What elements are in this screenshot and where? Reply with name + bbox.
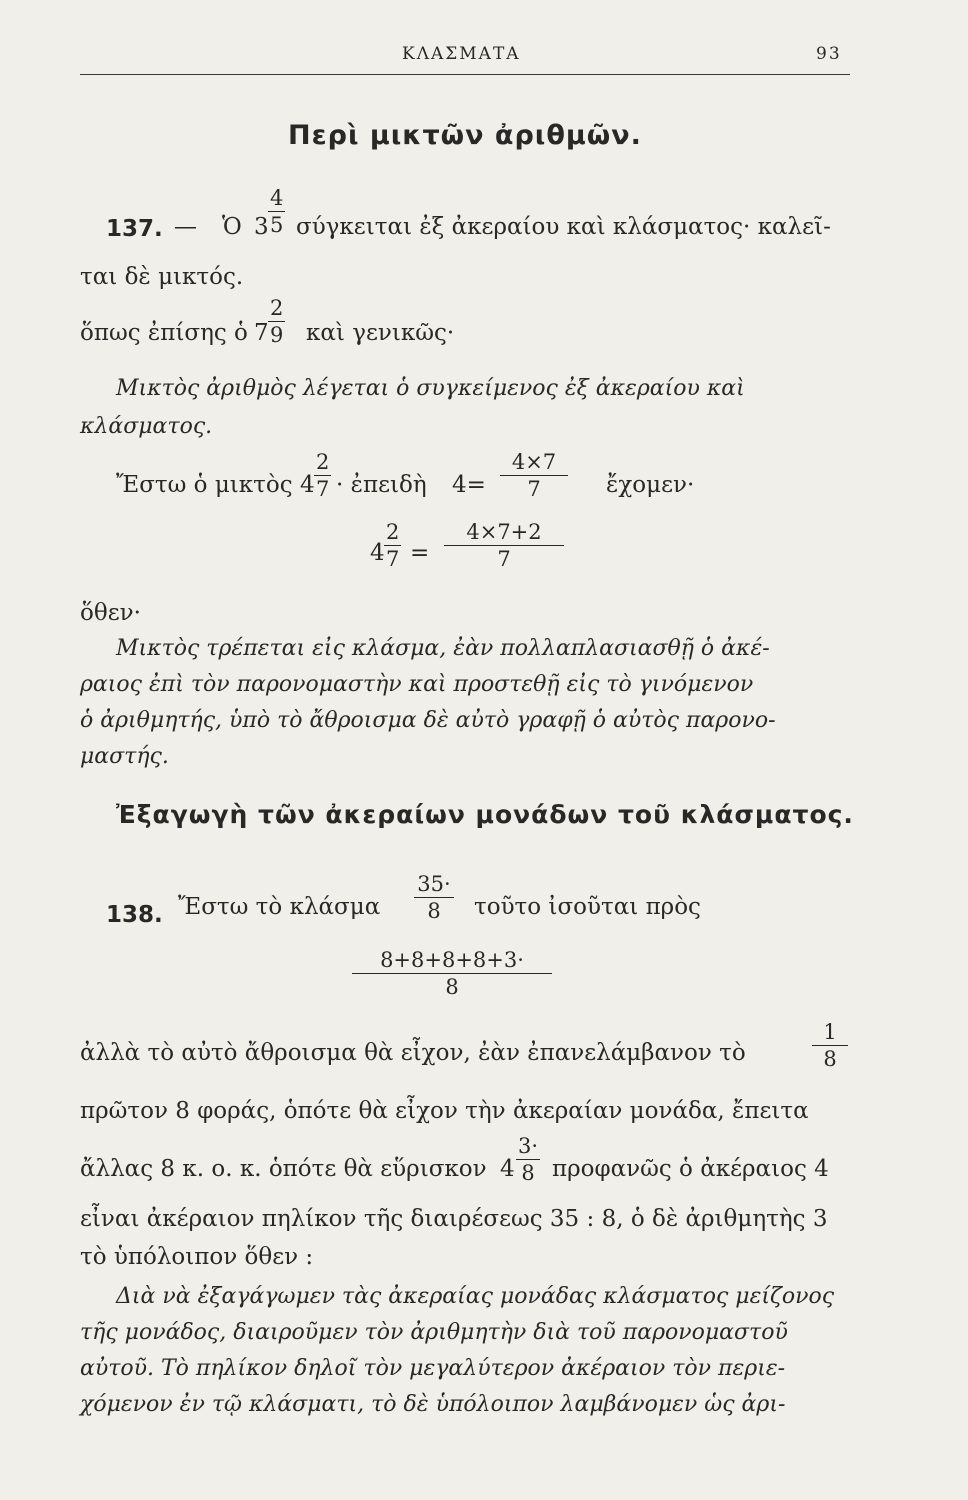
definition-line1: Μικτὸς ἀριθμὸς λέγεται ὁ συγκείμενος ἐξ ἀκεραίου καὶ	[116, 376, 745, 401]
fraction-numerator: 35·	[414, 874, 454, 898]
rule1-line2: ραιος ἐπὶ τὸν παρονομαστὴν καὶ προστεθῇ εἰς τὸ γινόμενον	[80, 672, 754, 697]
mixed-whole-3: 3	[254, 214, 269, 240]
fraction-4-5	[268, 188, 285, 236]
fraction-denominator: 5	[270, 213, 284, 237]
mixed-whole-7: 7	[254, 320, 269, 346]
rule1-line3: ὁ ἀριθμητής, ὑπὸ τὸ ἄθροισμα δὲ αὐτὸ γραφῇ ὁ αὐτὸς παρονο-	[80, 708, 776, 733]
fraction-numerator: 2	[386, 520, 400, 544]
fraction-35-8	[414, 874, 454, 922]
fraction-numerator: 8+8+8+8+3·	[352, 950, 552, 974]
fraction-denominator: 8	[521, 1161, 535, 1185]
definition-line2: κλάσματος.	[80, 414, 213, 439]
fraction-2-9	[268, 298, 285, 346]
paragraph-number-138: 138.	[106, 902, 163, 928]
running-head-title: ΚΛΑΣΜΑΤΑ	[402, 44, 521, 64]
paragraph-number-137: 137.	[106, 216, 163, 242]
fraction-denominator: 8	[427, 899, 441, 923]
generally-text: καὶ γενικῶς·	[306, 320, 455, 346]
since-text: · ἐπειδὴ	[336, 472, 427, 498]
rule2-line1: Διὰ νὰ ἐξαγάγωμεν τὰς ἀκεραίας μονάδας κλάσματος μείζονος	[116, 1284, 835, 1309]
equation-lhs: 4=	[452, 472, 486, 498]
p138-text-post: τοῦτο ἰσοῦται πρὸς	[474, 894, 701, 920]
p138-line3-pre: ἄλλας 8 κ. ο. κ. ὁπότε θὰ εὕρισκον	[80, 1156, 487, 1182]
fraction-denominator: 7	[386, 547, 400, 571]
fraction-numerator: 4	[270, 186, 284, 210]
eq2-whole: 4	[370, 540, 385, 566]
p137-text-line1: σύγκειται ἐξ ἀκεραίου καὶ κλάσματος· καλεῖ-	[296, 214, 831, 240]
p138-text-pre: Ἔστω τὸ κλάσμα	[178, 894, 381, 920]
fraction-2-7	[314, 452, 331, 500]
fraction-denominator: 8	[823, 1047, 837, 1071]
eq2-fraction-rhs	[444, 522, 564, 570]
eq2-equals: =	[410, 540, 430, 566]
fraction-denominator: 7	[316, 477, 330, 501]
section-heading-extraction: Ἐξαγωγὴ τῶν ἀκεραίων μονάδων τοῦ κλάσματος.	[116, 800, 854, 829]
p138-line5: τὸ ὑπόλοιπον ὅθεν :	[80, 1244, 314, 1270]
p138-line4: εἶναι ἀκέραιον πηλίκον τῆς διαιρέσεως 35 : 8, ὁ δὲ ἀριθμητὴς 3	[80, 1206, 828, 1232]
p138-line2: πρῶτον 8 φοράς, ὁπότε θὰ εἶχον τὴν ἀκεραίαν μονάδα, ἔπειτα	[80, 1098, 809, 1124]
p138-line3-post: προφανῶς ὁ ἀκέραιος 4	[552, 1156, 829, 1182]
likewise-text: ὅπως ἐπίσης ὁ	[80, 320, 248, 346]
fraction-numerator: 4×7+2	[444, 522, 564, 546]
section-heading-mixed-numbers: Περὶ μικτῶν ἀριθμῶν.	[288, 120, 642, 151]
p137-text-line2: ται δὲ μικτός.	[80, 264, 244, 290]
page-number: 93	[816, 44, 842, 64]
example-text: Ἔστω ὁ μικτὸς	[116, 472, 293, 498]
fraction-denominator: 7	[497, 547, 511, 571]
fraction-denominator: 7	[527, 477, 541, 501]
fraction-denominator: 9	[270, 323, 284, 347]
fraction-sum-over-8	[352, 950, 552, 998]
fraction-numerator: 1	[812, 1022, 848, 1046]
header-rule	[80, 74, 850, 75]
fraction-denominator: 8	[445, 975, 459, 999]
fraction-1-8	[812, 1022, 848, 1070]
rule2-line4: χόμενον ἐν τῷ κλάσματι, τὸ δὲ ὑπόλοιπον λαμβάνομεν ὡς ἀρι-	[80, 1392, 786, 1417]
fraction-numerator: 3·	[518, 1134, 539, 1158]
em-dash: —	[174, 214, 197, 240]
fraction-4x7-over-7	[500, 452, 568, 500]
p138-line3-whole: 4	[500, 1156, 515, 1182]
article-o: Ὁ	[222, 214, 242, 240]
rule1-line1: Μικτὸς τρέπεται εἰς κλάσμα, ἐὰν πολλαπλασιασθῇ ὁ ἀκέ-	[116, 636, 770, 661]
fraction-numerator: 2	[316, 450, 330, 474]
rule2-line2: τῆς μονάδος, διαιροῦμεν τὸν ἀριθμητὴν διὰ τοῦ παρονομαστοῦ	[80, 1320, 788, 1345]
fraction-numerator: 2	[270, 296, 284, 320]
hence-text: ὅθεν·	[80, 600, 141, 626]
fraction-numerator: 4×7	[500, 452, 568, 476]
p138-line1: ἀλλὰ τὸ αὐτὸ ἄθροισμα θὰ εἶχον, ἐὰν ἐπανελάμβανον τὸ	[80, 1040, 746, 1066]
mixed-whole-4: 4	[300, 472, 315, 498]
rule1-line4: μαστής.	[80, 744, 169, 769]
eq2-fraction-2-7	[384, 522, 401, 570]
rule2-line3: αὐτοῦ. Τὸ πηλίκον δηλοῖ τὸν μεγαλύτερον ἀκέραιον τὸν περιε-	[80, 1356, 786, 1381]
fraction-3-8	[516, 1136, 540, 1184]
we-have-text: ἔχομεν·	[606, 472, 695, 498]
